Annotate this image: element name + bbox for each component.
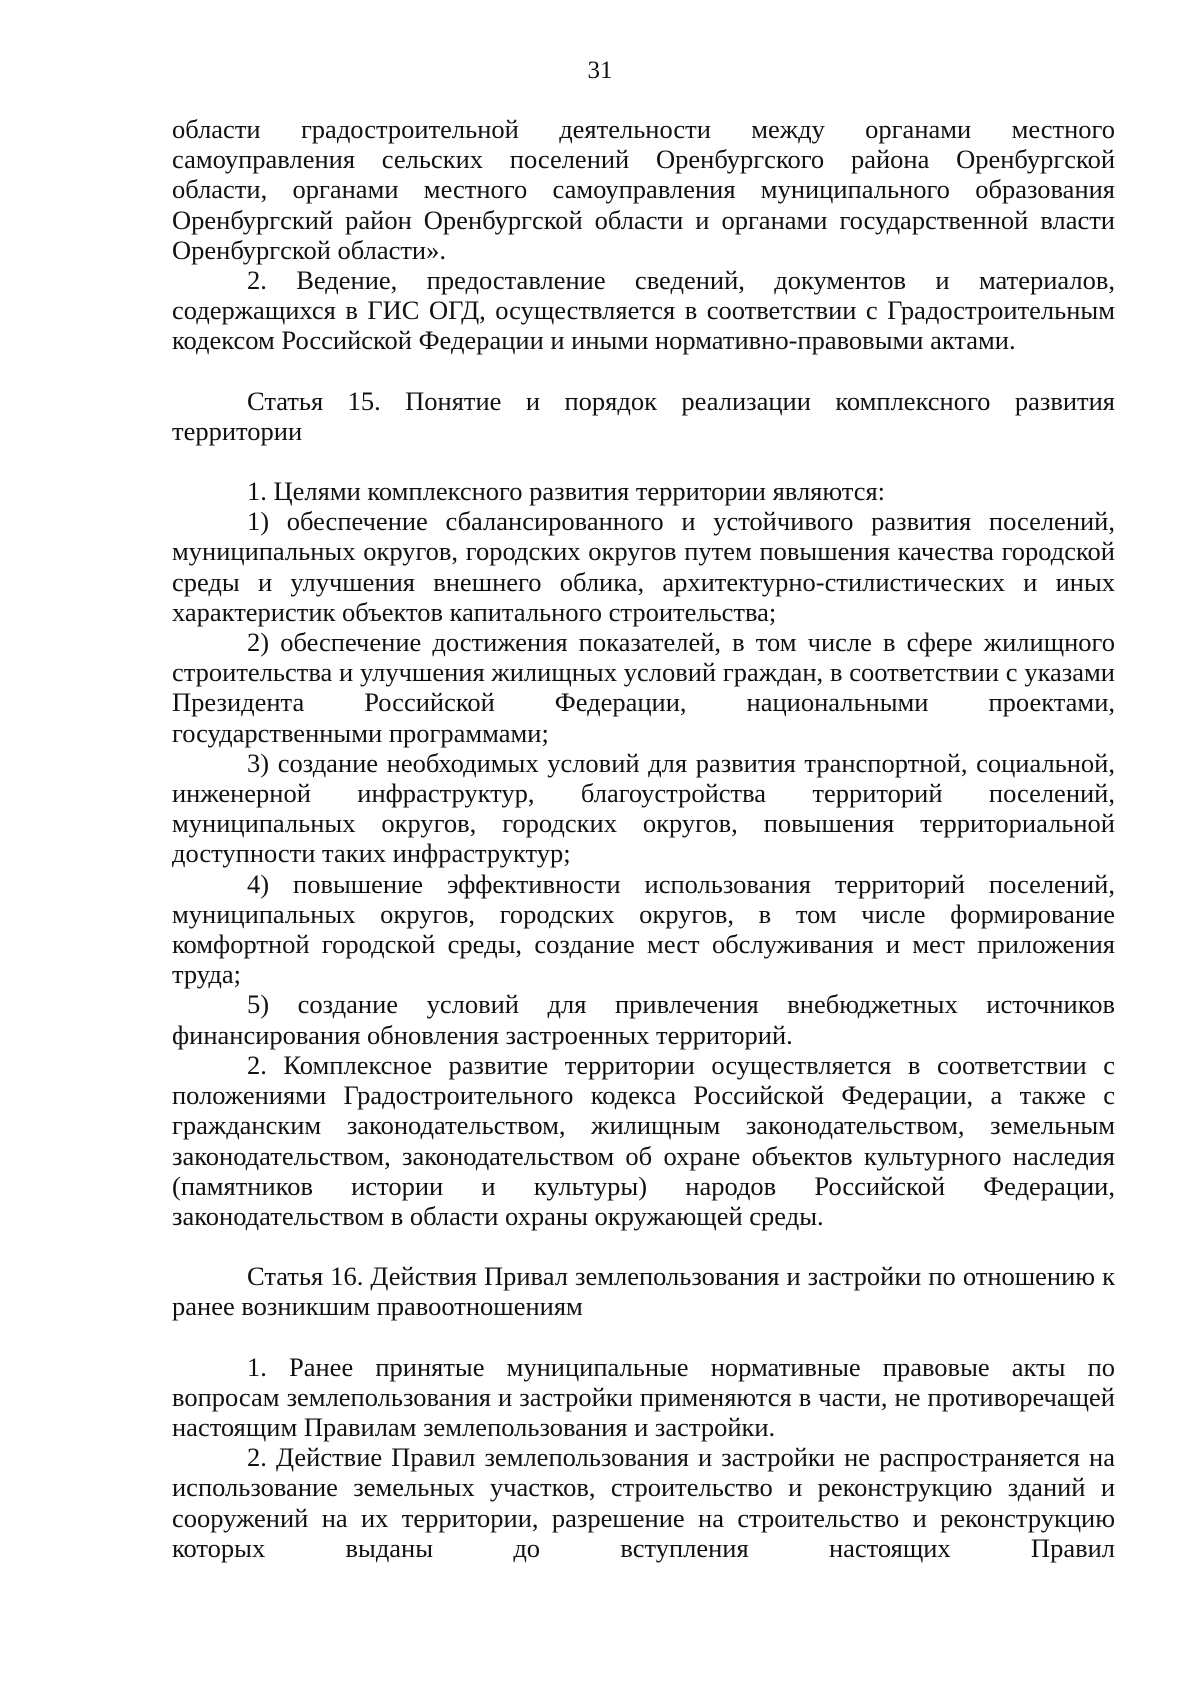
- paragraph-continuation: области градостроительной деятельности между органами местного самоуправления сельских поселений Оренбургского района Оренбургской области, органами местного самоуправления муниципального образования Оренбургский район Оренбургской области и органами государственной власти Оренбургской области».: [172, 114, 1115, 265]
- article-15-subitem-4: 4) повышение эффективности использования территорий поселений, муниципальных округов, городских округов, в том числе формирование комфортной городской среды, создание мест обслуживания и мест приложения труда;: [172, 868, 1115, 990]
- article-15-item-1: 1. Целями комплексного развития территории являются:: [247, 476, 886, 507]
- article-15-subitem-5: 5) создание условий для привлечения внебюджетных источников финансирования обновления застроенных территорий.: [172, 989, 1115, 1050]
- article-15-heading: Статья 15. Понятие и порядок реализации комплексного развития территории: [172, 385, 1115, 446]
- article-15-subitem-3: 3) создание необходимых условий для развития транспортной, социальной, инженерной инфраструктур, благоустройства территорий поселений, муниципальных округов, городских округов, повышения территориальной доступности таких инфраструктур;: [172, 747, 1115, 869]
- article-15-subitem-1: 1) обеспечение сбалансированного и устойчивого развития поселений, муниципальных округов, городских округов путем повышения качества городской среды и улучшения внешнего облика, архитектурно-стилистических и иных характеристик объектов капитального строительства;: [172, 506, 1115, 627]
- article-16-item-1: 1. Ранее принятые муниципальные нормативные правовые акты по вопросам землепользования и застройки применяются в части, не противоречащей настоящим Правилам землепользования и застройки.: [172, 1351, 1115, 1442]
- paragraph-item-2: 2. Ведение, предоставление сведений, документов и материалов, содержащихся в ГИС ОГД, осуществляется в соответствии с Градостроительным кодексом Российской Федерации и иными нормативно-правовыми актами.: [172, 265, 1115, 356]
- article-15-item-2: 2. Комплексное развитие территории осуществляется в соответствии с положениями Градостроительного кодекса Российской Федерации, а также с гражданским законодательством, жилищным законодательством, земельным законодательством, законодательством об охране объектов культурного наследия (памятников истории и культуры) народов Российской Федерации, законодательством в области охраны окружающей среды.: [172, 1049, 1115, 1231]
- document-body: [172, 114, 1115, 1563]
- article-16-item-2: 2. Действие Правил землепользования и застройки не распространяется на использование земельных участков, строительство и реконструкцию зданий и сооружений на их территории, разрешение на строительство и реконструкцию которых выданы до вступления настоящих Правил: [172, 1442, 1115, 1563]
- page-number: 31: [587, 57, 613, 84]
- article-16-heading: Статья 16. Действия Привал землепользования и застройки по отношению к ранее возникшим правоотношениям: [172, 1261, 1115, 1322]
- article-15-subitem-2: 2) обеспечение достижения показателей, в том числе в сфере жилищного строительства и улучшения жилищных условий граждан, в соответствии с указами Президента Российской Федерации, национальными проектами, государственными программами;: [172, 627, 1115, 748]
